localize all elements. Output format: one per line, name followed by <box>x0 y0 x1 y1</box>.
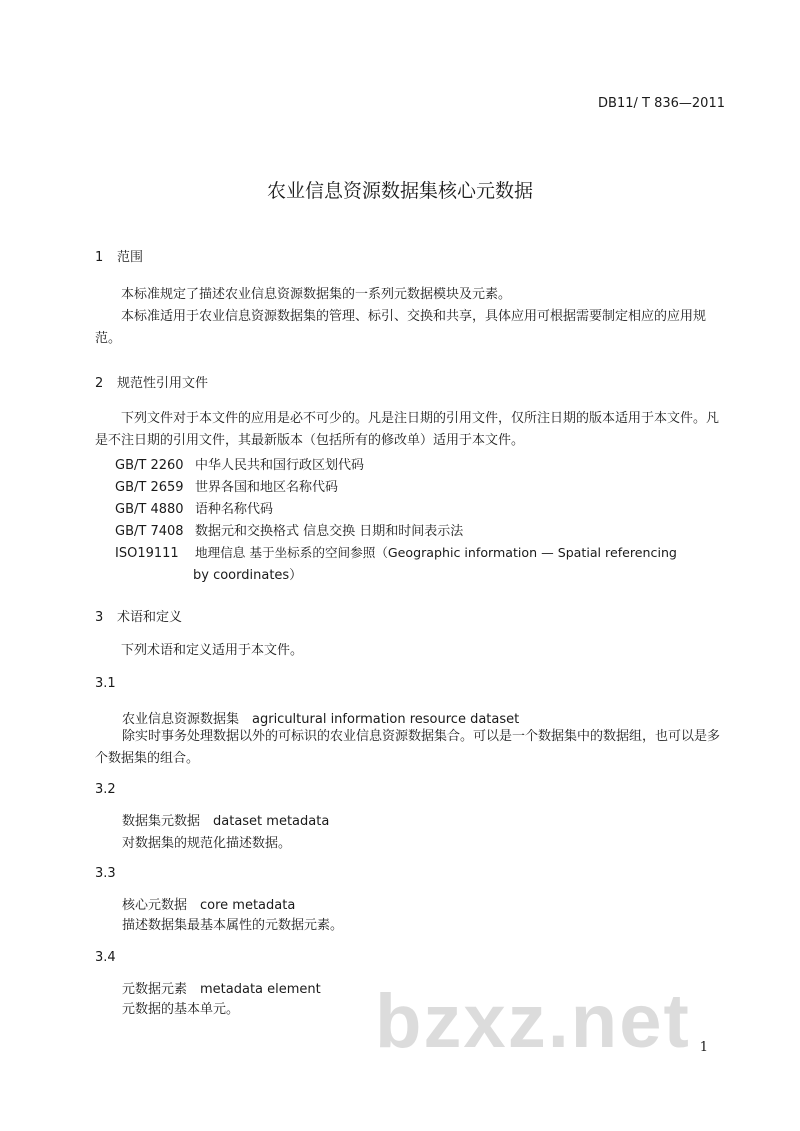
reference-item <box>115 454 364 473</box>
clause-number: 3.3 <box>95 866 116 881</box>
section-title: 术语和定义 <box>117 610 183 625</box>
term-heading: 元数据元素 metadata element <box>122 982 321 997</box>
reference-code: GB/T 2659 <box>115 480 184 495</box>
reference-title: 中华人民共和国行政区划代码 <box>195 458 365 473</box>
reference-title: 地理信息 基于坐标系的空间参照（Geographic information — Spatial referencing <box>195 545 677 560</box>
reference-title: 数据元和交换格式 信息交换 日期和时间表示法 <box>195 524 464 539</box>
term-definition: 元数据的基本单元。 <box>122 1002 240 1017</box>
reference-title: 语种名称代码 <box>195 502 274 517</box>
term-definition: 对数据集的规范化描述数据。 <box>122 836 292 851</box>
term-definition: 除实时事务处理数据以外的可标识的农业信息资源数据集合。可以是一个数据集中的数据组，也可以是多个数据集的组合。 <box>95 729 721 766</box>
page-number: 1 <box>699 1040 708 1055</box>
term-heading: 数据集元数据 dataset metadata <box>122 814 330 829</box>
paragraph-scope-1: 本标准规定了描述农业信息资源数据集的一系列元数据模块及元素。 <box>121 287 512 302</box>
paragraph-terms-intro: 下列术语和定义适用于本文件。 <box>121 643 304 658</box>
reference-code: GB/T 7408 <box>115 524 184 539</box>
section-number: 3 <box>95 610 104 625</box>
reference-item <box>115 542 677 561</box>
reference-code: ISO19111 <box>115 546 179 561</box>
document-title: 农业信息资源数据集核心元数据 <box>266 180 533 202</box>
section-title: 范围 <box>117 250 144 265</box>
reference-code: GB/T 4880 <box>115 502 184 517</box>
clause-number: 3.1 <box>95 676 116 691</box>
section-2-heading <box>95 372 208 391</box>
standard-number: DB11/ T 836—2011 <box>598 96 725 111</box>
term-heading: 农业信息资源数据集 agricultural information resource dataset <box>122 712 520 727</box>
paragraph-scope-2: 本标准适用于农业信息资源数据集的管理、标引、交换和共享，具体应用可根据需要制定相应的应用规范。 <box>95 309 707 346</box>
section-title: 规范性引用文件 <box>117 376 209 391</box>
reference-item <box>115 520 463 539</box>
paragraph-references: 下列文件对于本文件的应用是必不可少的。凡是注日期的引用文件，仅所注日期的版本适用于本文件。凡是不注日期的引用文件，其最新版本（包括所有的修改单）适用于本文件。 <box>95 411 720 448</box>
section-number: 2 <box>95 376 104 391</box>
section-number: 1 <box>95 250 104 265</box>
section-3-heading <box>95 606 182 625</box>
term-heading: 核心元数据 core metadata <box>122 898 296 913</box>
watermark: bzxz.net <box>375 979 691 1064</box>
reference-item <box>115 476 338 495</box>
reference-code: GB/T 2260 <box>115 458 184 473</box>
reference-continuation: by coordinates） <box>193 568 303 583</box>
clause-number: 3.2 <box>95 782 116 797</box>
clause-number: 3.4 <box>95 950 116 965</box>
section-1-heading <box>95 246 143 265</box>
reference-item <box>115 498 273 517</box>
term-definition: 描述数据集最基本属性的元数据元素。 <box>122 918 344 933</box>
reference-title: 世界各国和地区名称代码 <box>195 480 339 495</box>
